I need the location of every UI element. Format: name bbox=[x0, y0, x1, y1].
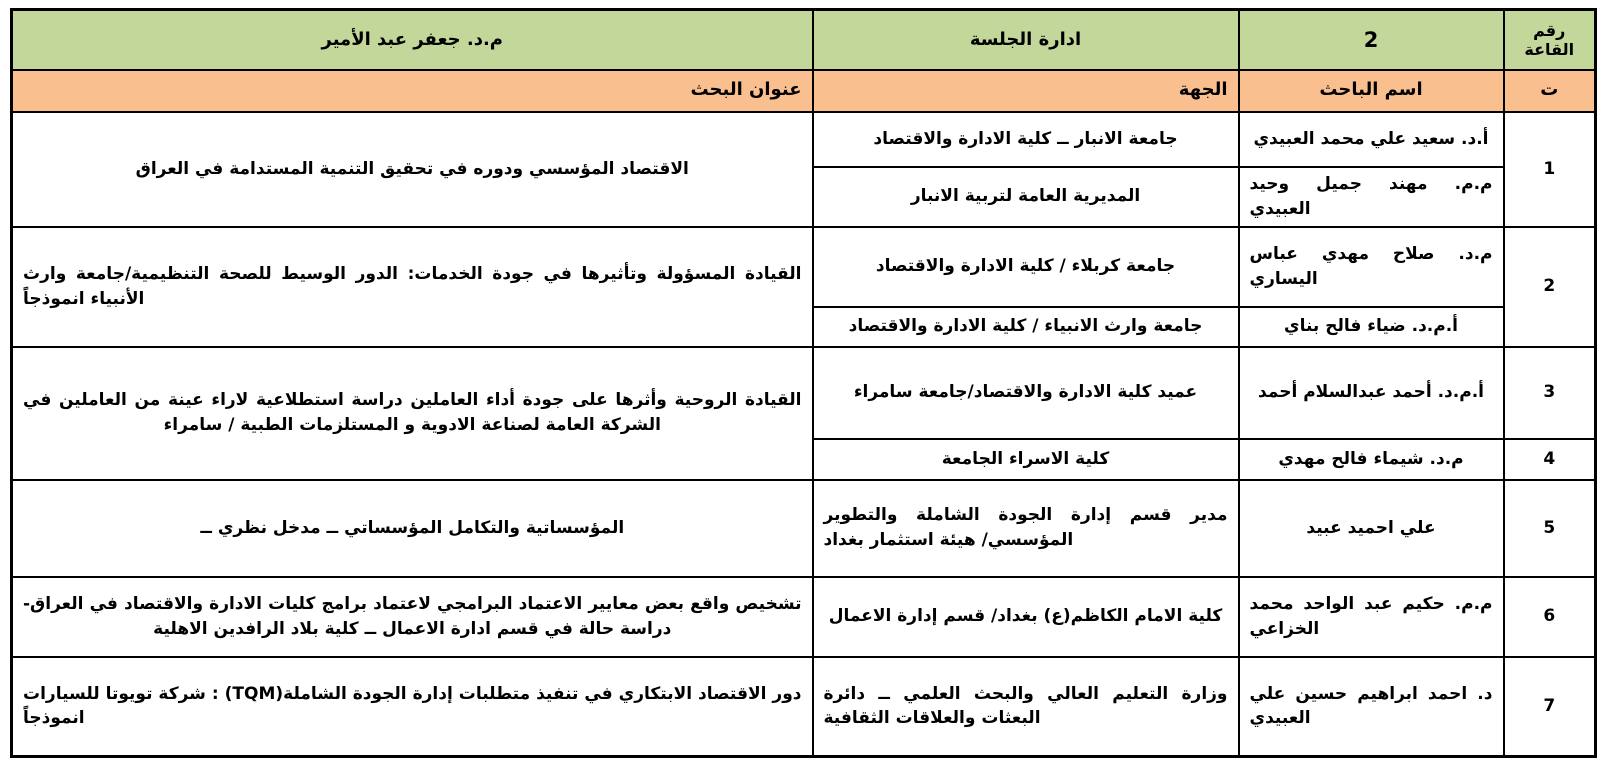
researcher-cell-2a: م.د. صلاح مهدي عباس اليساري bbox=[1239, 227, 1504, 307]
title-cell-5: المؤسساتية والتكامل المؤسساتي ــ مدخل نظري ــ bbox=[12, 480, 813, 577]
researcher-cell-3: أ.م.د. أحمد عبدالسلام أحمد bbox=[1239, 347, 1504, 439]
table-row bbox=[12, 480, 1596, 577]
session-header-row bbox=[12, 10, 1596, 70]
title-cell-6: تشخيص واقع بعض معايير الاعتماد البرامجي لاعتماد برامج كليات الادارة والاقتصاد في العراق-دراسة حالة في قسم ادارة الاعمال ــ كلية بلاد الرافدين الاهلية bbox=[12, 577, 813, 657]
session-management-label: ادارة الجلسة bbox=[813, 10, 1239, 70]
researcher-cell-2b: أ.م.د. ضياء فالح بناي bbox=[1239, 307, 1504, 347]
session-schedule-table bbox=[10, 8, 1597, 758]
institution-cell-1a: جامعة الانبار ــ كلية الادارة والاقتصاد bbox=[813, 112, 1239, 167]
index-cell-1: 1 bbox=[1504, 112, 1596, 227]
institution-cell-3: عميد كلية الادارة والاقتصاد/جامعة سامراء bbox=[813, 347, 1239, 439]
title-cell-7: دور الاقتصاد الابتكاري في تنفيذ متطلبات إدارة الجودة الشاملة(TQM) : شركة تويوتا للسيارات انموذجاً bbox=[12, 657, 813, 757]
title-cell-3: القيادة الروحية وأثرها على جودة أداء العاملين دراسة استطلاعية لاراء عينة من العاملين في الشركة العامة لصناعة الادوية و المستلزمات الطبية / سامراء bbox=[12, 347, 813, 480]
index-cell-5: 5 bbox=[1504, 480, 1596, 577]
researcher-cell-5: علي احميد عبيد bbox=[1239, 480, 1504, 577]
institution-cell-1b: المديرية العامة لتربية الانبار bbox=[813, 167, 1239, 227]
col-header-index: ت bbox=[1504, 70, 1596, 112]
institution-cell-6: كلية الامام الكاظم(ع) بغداد/ قسم إدارة الاعمال bbox=[813, 577, 1239, 657]
institution-cell-5: مدير قسم إدارة الجودة الشاملة والتطوير المؤسسي/ هيئة استثمار بغداد bbox=[813, 480, 1239, 577]
institution-cell-7: وزارة التعليم العالي والبحث العلمي ــ دائرة البعثات والعلاقات الثقافية bbox=[813, 657, 1239, 757]
institution-cell-2a: جامعة كربلاء / كلية الادارة والاقتصاد bbox=[813, 227, 1239, 307]
table-row bbox=[12, 112, 1596, 167]
researcher-cell-1b: م.م. مهند جميل وحيد العبيدي bbox=[1239, 167, 1504, 227]
index-cell-2: 2 bbox=[1504, 227, 1596, 347]
researcher-cell-7: د. احمد ابراهيم حسين علي العبيدي bbox=[1239, 657, 1504, 757]
col-header-researcher: اسم الباحث bbox=[1239, 70, 1504, 112]
session-chair-name: م.د. جعفر عبد الأمير bbox=[12, 10, 813, 70]
researcher-cell-4: م.د. شيماء فالح مهدي bbox=[1239, 439, 1504, 480]
table-row bbox=[12, 347, 1596, 439]
column-header-row bbox=[12, 70, 1596, 112]
col-header-title: عنوان البحث bbox=[12, 70, 813, 112]
researcher-cell-1a: أ.د. سعيد علي محمد العبيدي bbox=[1239, 112, 1504, 167]
col-header-institution: الجهة bbox=[813, 70, 1239, 112]
index-cell-6: 6 bbox=[1504, 577, 1596, 657]
room-number-label: رقم القاعة bbox=[1504, 10, 1596, 70]
researcher-cell-6: م.م. حكيم عبد الواحد محمد الخزاعي bbox=[1239, 577, 1504, 657]
institution-cell-4: كلية الاسراء الجامعة bbox=[813, 439, 1239, 480]
institution-cell-2b: جامعة وارث الانبياء / كلية الادارة والاقتصاد bbox=[813, 307, 1239, 347]
index-cell-4: 4 bbox=[1504, 439, 1596, 480]
title-cell-2: القيادة المسؤولة وتأثيرها في جودة الخدمات: الدور الوسيط للصحة التنظيمية/جامعة وارث الأنبياء انموذجاً bbox=[12, 227, 813, 347]
table-row bbox=[12, 577, 1596, 657]
index-cell-7: 7 bbox=[1504, 657, 1596, 757]
table-row bbox=[12, 227, 1596, 307]
table-row bbox=[12, 657, 1596, 757]
room-number-value: 2 bbox=[1239, 10, 1504, 70]
title-cell-1: الاقتصاد المؤسسي ودوره في تحقيق التنمية المستدامة في العراق bbox=[12, 112, 813, 227]
index-cell-3: 3 bbox=[1504, 347, 1596, 439]
